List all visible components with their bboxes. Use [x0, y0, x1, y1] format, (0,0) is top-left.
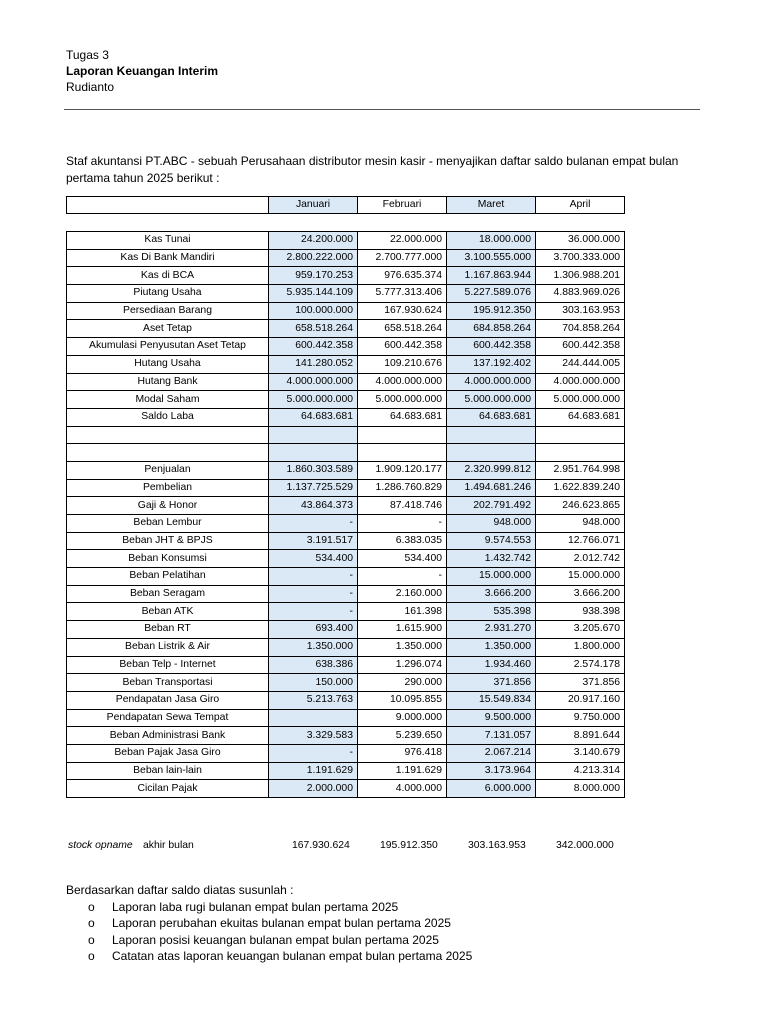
value-cell-maret: 535.398 — [447, 603, 536, 621]
table-row — [67, 267, 625, 285]
stock-month-end-label: akhir bulan — [143, 840, 194, 851]
value-cell-januari: 4.000.000.000 — [269, 373, 358, 391]
value-cell-maret — [447, 426, 536, 444]
account-label: Pendapatan Jasa Giro — [67, 691, 269, 709]
account-label: Beban Seragam — [67, 585, 269, 603]
value-cell-maret: 3.666.200 — [447, 585, 536, 603]
stock-opname-label: stock opname — [68, 840, 133, 851]
task-item — [66, 915, 472, 932]
value-cell-februari: 10.095.855 — [358, 691, 447, 709]
value-cell-januari: 658.518.264 — [269, 320, 358, 338]
value-cell-januari: - — [269, 515, 358, 533]
value-cell-februari: 87.418.746 — [358, 497, 447, 515]
value-cell-februari: 658.518.264 — [358, 320, 447, 338]
table-row — [67, 285, 625, 303]
account-label: Cicilan Pajak — [67, 780, 269, 798]
account-label: Akumulasi Penyusutan Aset Tetap — [67, 338, 269, 356]
table-row — [67, 320, 625, 338]
value-cell-april: 5.000.000.000 — [536, 391, 625, 409]
value-cell-januari: - — [269, 603, 358, 621]
value-cell-februari — [358, 444, 447, 462]
value-cell-februari: 290.000 — [358, 674, 447, 692]
account-label: Kas Tunai — [67, 232, 269, 250]
value-cell-februari: 4.000.000.000 — [358, 373, 447, 391]
table-row — [67, 391, 625, 409]
value-cell-maret: 9.500.000 — [447, 709, 536, 727]
value-cell-maret: 202.791.492 — [447, 497, 536, 515]
task-item-text: Laporan laba rugi bulanan empat bulan pertama 2025 — [112, 899, 399, 914]
value-cell-maret: 64.683.681 — [447, 408, 536, 426]
table-row — [67, 497, 625, 515]
value-cell-maret: 1.432.742 — [447, 550, 536, 568]
value-cell-april: 371.856 — [536, 674, 625, 692]
task-item-text: Catatan atas laporan keuangan bulanan empat bulan pertama 2025 — [112, 949, 473, 963]
value-cell-januari: 1.350.000 — [269, 638, 358, 656]
value-cell-april: 1.622.839.240 — [536, 479, 625, 497]
account-label: Pembelian — [67, 479, 269, 497]
account-label: Penjualan — [67, 461, 269, 479]
header-blank-cell — [67, 197, 269, 214]
table-row — [67, 638, 625, 656]
month-header-januari: Januari — [269, 197, 358, 214]
account-label: Persediaan Barang — [67, 302, 269, 320]
value-cell-januari: 693.400 — [269, 621, 358, 639]
value-cell-januari: 100.000.000 — [269, 302, 358, 320]
table-row — [67, 408, 625, 426]
value-cell-april: 600.442.358 — [536, 338, 625, 356]
account-label: Pendapatan Sewa Tempat — [67, 709, 269, 727]
value-cell-maret: 1.934.460 — [447, 656, 536, 674]
stock-value-maret: 303.163.953 — [468, 840, 526, 851]
table-row — [67, 691, 625, 709]
value-cell-januari: 959.170.253 — [269, 267, 358, 285]
account-label: Hutang Usaha — [67, 355, 269, 373]
value-cell-maret: 6.000.000 — [447, 780, 536, 798]
stock-value-april: 342.000.000 — [556, 840, 614, 851]
value-cell-januari — [269, 426, 358, 444]
table-row — [67, 249, 625, 267]
value-cell-maret: 9.574.553 — [447, 532, 536, 550]
value-cell-maret: 5.000.000.000 — [447, 391, 536, 409]
value-cell-april — [536, 426, 625, 444]
table-row — [67, 373, 625, 391]
value-cell-februari: 2.700.777.000 — [358, 249, 447, 267]
table-row — [67, 355, 625, 373]
value-cell-januari: 5.935.144.109 — [269, 285, 358, 303]
table-row — [67, 744, 625, 762]
value-cell-april: 4.213.314 — [536, 762, 625, 780]
value-cell-maret: 195.912.350 — [447, 302, 536, 320]
value-cell-januari: 1.137.725.529 — [269, 479, 358, 497]
stock-value-januari: 167.930.624 — [292, 840, 350, 851]
table-row — [67, 232, 625, 250]
value-cell-januari: 141.280.052 — [269, 355, 358, 373]
value-cell-februari: 6.383.035 — [358, 532, 447, 550]
value-cell-april: 4.000.000.000 — [536, 373, 625, 391]
value-cell-maret: 684.858.264 — [447, 320, 536, 338]
table-row — [67, 709, 625, 727]
account-label: Beban Lembur — [67, 515, 269, 533]
table-row — [67, 444, 625, 462]
account-label: Beban Listrik & Air — [67, 638, 269, 656]
month-header-februari: Februari — [358, 197, 447, 214]
task-item-text: Laporan posisi keuangan bulanan empat bulan pertama 2025 — [112, 932, 439, 947]
table-row — [67, 656, 625, 674]
value-cell-februari: 1.191.629 — [358, 762, 447, 780]
value-cell-januari: 2.800.222.000 — [269, 249, 358, 267]
value-cell-januari: 3.191.517 — [269, 532, 358, 550]
table-row — [67, 302, 625, 320]
account-label — [67, 426, 269, 444]
value-cell-april: 8.000.000 — [536, 780, 625, 798]
value-cell-februari: 600.442.358 — [358, 338, 447, 356]
header-divider — [64, 109, 700, 110]
account-label: Beban Administrasi Bank — [67, 727, 269, 745]
balance-table — [66, 231, 625, 798]
account-label: Kas Di Bank Mandiri — [67, 249, 269, 267]
table-row — [67, 603, 625, 621]
value-cell-maret: 4.000.000.000 — [447, 373, 536, 391]
value-cell-april: 64.683.681 — [536, 408, 625, 426]
task-item — [66, 932, 472, 949]
value-cell-april: 2.574.178 — [536, 656, 625, 674]
account-label: Piutang Usaha — [67, 285, 269, 303]
value-cell-januari: - — [269, 585, 358, 603]
value-cell-april: 3.700.333.000 — [536, 249, 625, 267]
account-label: Aset Tetap — [67, 320, 269, 338]
value-cell-januari: 534.400 — [269, 550, 358, 568]
task-item — [66, 948, 472, 965]
month-header-table — [66, 196, 625, 214]
value-cell-januari: 24.200.000 — [269, 232, 358, 250]
document-header — [66, 47, 218, 95]
value-cell-februari: 5.000.000.000 — [358, 391, 447, 409]
table-row — [67, 674, 625, 692]
account-label: Saldo Laba — [67, 408, 269, 426]
value-cell-maret: 1.494.681.246 — [447, 479, 536, 497]
value-cell-februari: 1.350.000 — [358, 638, 447, 656]
value-cell-april: 704.858.264 — [536, 320, 625, 338]
value-cell-februari: 1.286.760.829 — [358, 479, 447, 497]
value-cell-april: 303.163.953 — [536, 302, 625, 320]
value-cell-februari: 1.909.120.177 — [358, 461, 447, 479]
bullet-icon: o — [88, 916, 95, 930]
assignment-label: Tugas 3 — [66, 48, 109, 62]
value-cell-januari: 150.000 — [269, 674, 358, 692]
value-cell-april: 8.891.644 — [536, 727, 625, 745]
account-label: Beban Pajak Jasa Giro — [67, 744, 269, 762]
task-intro: Berdasarkan daftar saldo diatas susunlah : — [66, 883, 294, 897]
author-name: Rudianto — [66, 80, 115, 94]
value-cell-januari: 64.683.681 — [269, 408, 358, 426]
intro-paragraph: Staf akuntansi PT.ABC - sebuah Perusahaan distributor mesin kasir - menyajikan daftar saldo bulanan empat bulan pertama tahun 2025 berikut : — [66, 154, 679, 185]
table-row — [67, 568, 625, 586]
value-cell-maret: 2.931.270 — [447, 621, 536, 639]
value-cell-februari: 534.400 — [358, 550, 447, 568]
table-row — [67, 515, 625, 533]
value-cell-april: 938.398 — [536, 603, 625, 621]
account-label: Beban RT — [67, 621, 269, 639]
account-label: Hutang Bank — [67, 373, 269, 391]
table-row — [67, 780, 625, 798]
value-cell-april: 1.306.988.201 — [536, 267, 625, 285]
table-row — [67, 532, 625, 550]
value-cell-maret: 3.173.964 — [447, 762, 536, 780]
value-cell-april: 3.205.670 — [536, 621, 625, 639]
value-cell-maret: 1.167.863.944 — [447, 267, 536, 285]
value-cell-april: 12.766.071 — [536, 532, 625, 550]
table-row — [67, 621, 625, 639]
task-section — [66, 882, 472, 965]
value-cell-maret: 948.000 — [447, 515, 536, 533]
value-cell-februari: 4.000.000 — [358, 780, 447, 798]
stock-value-februari: 195.912.350 — [380, 840, 438, 851]
value-cell-februari: 167.930.624 — [358, 302, 447, 320]
header-row — [67, 197, 625, 214]
account-label — [67, 444, 269, 462]
value-cell-april: 4.883.969.026 — [536, 285, 625, 303]
value-cell-februari: - — [358, 515, 447, 533]
value-cell-februari — [358, 426, 447, 444]
task-item — [66, 899, 472, 916]
value-cell-maret: 2.320.999.812 — [447, 461, 536, 479]
value-cell-januari: - — [269, 568, 358, 586]
value-cell-april — [536, 444, 625, 462]
value-cell-april: 20.917.160 — [536, 691, 625, 709]
value-cell-maret: 3.100.555.000 — [447, 249, 536, 267]
value-cell-maret: 1.350.000 — [447, 638, 536, 656]
value-cell-januari: 600.442.358 — [269, 338, 358, 356]
table-row — [67, 461, 625, 479]
value-cell-februari: - — [358, 568, 447, 586]
value-cell-februari: 1.615.900 — [358, 621, 447, 639]
account-label: Beban JHT & BPJS — [67, 532, 269, 550]
value-cell-februari: 976.635.374 — [358, 267, 447, 285]
value-cell-januari: - — [269, 744, 358, 762]
document-title: Laporan Keuangan Interim — [66, 64, 219, 78]
account-label: Gaji & Honor — [67, 497, 269, 515]
value-cell-januari — [269, 444, 358, 462]
balance-table-body — [67, 232, 625, 798]
value-cell-april: 246.623.865 — [536, 497, 625, 515]
value-cell-januari — [269, 709, 358, 727]
value-cell-februari: 1.296.074 — [358, 656, 447, 674]
value-cell-april: 1.800.000 — [536, 638, 625, 656]
table-row — [67, 585, 625, 603]
value-cell-februari: 5.239.650 — [358, 727, 447, 745]
value-cell-maret: 18.000.000 — [447, 232, 536, 250]
value-cell-februari: 976.418 — [358, 744, 447, 762]
account-label: Kas di BCA — [67, 267, 269, 285]
value-cell-april: 948.000 — [536, 515, 625, 533]
value-cell-februari: 22.000.000 — [358, 232, 447, 250]
task-item-text: Laporan perubahan ekuitas bulanan empat bulan pertama 2025 — [112, 916, 451, 930]
account-label: Beban Konsumsi — [67, 550, 269, 568]
month-header-april: April — [536, 197, 625, 214]
account-label: Beban lain-lain — [67, 762, 269, 780]
table-row — [67, 426, 625, 444]
account-label: Beban Transportasi — [67, 674, 269, 692]
value-cell-april: 3.140.679 — [536, 744, 625, 762]
bullet-icon: o — [88, 949, 95, 963]
value-cell-februari: 109.210.676 — [358, 355, 447, 373]
value-cell-april: 244.444.005 — [536, 355, 625, 373]
value-cell-april: 2.951.764.998 — [536, 461, 625, 479]
value-cell-april: 15.000.000 — [536, 568, 625, 586]
value-cell-januari: 5.000.000.000 — [269, 391, 358, 409]
value-cell-februari: 2.160.000 — [358, 585, 447, 603]
table-row — [67, 550, 625, 568]
value-cell-januari: 1.860.303.589 — [269, 461, 358, 479]
value-cell-maret: 371.856 — [447, 674, 536, 692]
value-cell-maret: 15.549.834 — [447, 691, 536, 709]
value-cell-januari: 638.386 — [269, 656, 358, 674]
value-cell-januari: 43.864.373 — [269, 497, 358, 515]
account-label: Modal Saham — [67, 391, 269, 409]
value-cell-maret: 7.131.057 — [447, 727, 536, 745]
account-label: Beban Pelatihan — [67, 568, 269, 586]
value-cell-januari: 3.329.583 — [269, 727, 358, 745]
value-cell-april: 2.012.742 — [536, 550, 625, 568]
value-cell-maret: 137.192.402 — [447, 355, 536, 373]
value-cell-januari: 2.000.000 — [269, 780, 358, 798]
value-cell-januari: 1.191.629 — [269, 762, 358, 780]
value-cell-maret: 15.000.000 — [447, 568, 536, 586]
table-row — [67, 479, 625, 497]
table-row — [67, 762, 625, 780]
value-cell-maret: 600.442.358 — [447, 338, 536, 356]
value-cell-februari: 5.777.313.406 — [358, 285, 447, 303]
value-cell-januari: 5.213.763 — [269, 691, 358, 709]
value-cell-april: 9.750.000 — [536, 709, 625, 727]
bullet-icon: o — [88, 899, 95, 914]
task-list — [66, 899, 472, 965]
month-header-maret: Maret — [447, 197, 536, 214]
value-cell-april: 3.666.200 — [536, 585, 625, 603]
value-cell-februari: 9.000.000 — [358, 709, 447, 727]
value-cell-april: 36.000.000 — [536, 232, 625, 250]
value-cell-februari: 64.683.681 — [358, 408, 447, 426]
bullet-icon: o — [88, 932, 95, 947]
value-cell-maret — [447, 444, 536, 462]
account-label: Beban ATK — [67, 603, 269, 621]
account-label: Beban Telp - Internet — [67, 656, 269, 674]
value-cell-maret: 2.067.214 — [447, 744, 536, 762]
table-row — [67, 338, 625, 356]
value-cell-maret: 5.227.589.076 — [447, 285, 536, 303]
value-cell-februari: 161.398 — [358, 603, 447, 621]
table-row — [67, 727, 625, 745]
